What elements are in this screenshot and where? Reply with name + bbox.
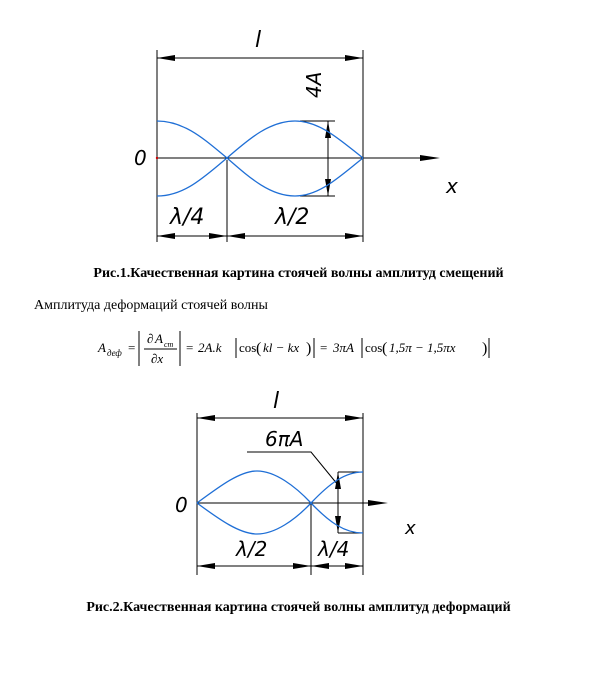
fig2-length-arrow-right xyxy=(345,415,363,421)
fig1-x-label: x xyxy=(446,174,458,198)
fig2-segment-right-label: λ/4 xyxy=(318,537,350,561)
fig2-seg-arrow-1 xyxy=(197,563,215,569)
formula-equals-1: = xyxy=(128,340,136,355)
formula-denominator: ∂x xyxy=(151,351,164,366)
fig2-origin-label: 0 xyxy=(175,493,188,517)
fig2-seg-arrow-4 xyxy=(345,563,363,569)
formula-lhs-subscript: деф xyxy=(107,348,122,358)
body-paragraph: Амплитуда деформаций стоячей волны xyxy=(34,298,268,313)
formula-paren-2-close: ) xyxy=(482,340,488,357)
formula-term3: 3πA xyxy=(333,340,354,355)
formula-equals-2: = xyxy=(186,340,194,355)
fig1-origin-label: 0 xyxy=(134,146,147,170)
figure-2-caption: Рис.2.Качественная картина стоячей волны амплитуд деформаций xyxy=(86,600,511,615)
fig1-segment-right-label: λ/2 xyxy=(275,205,310,230)
fig2-seg-arrow-2 xyxy=(293,563,311,569)
fig2-amplitude-label: 6πA xyxy=(265,427,304,451)
formula-term2: 2A.k xyxy=(198,340,222,355)
fig2-x-axis-arrow xyxy=(368,500,388,506)
fig1-segment-left-label: λ/4 xyxy=(170,205,205,230)
fig2-length-label: l xyxy=(273,389,280,414)
formula-num-sub: cm xyxy=(164,340,174,349)
formula-equals-3: = xyxy=(320,340,328,355)
formula-num-d: ∂ xyxy=(147,331,154,346)
formula-paren-2-open: ( xyxy=(382,340,388,357)
fig1-amplitude-label: 4A xyxy=(302,71,326,98)
formula-arg2: 1,5π − 1,5πx xyxy=(389,340,456,355)
formula-cos-1: cos xyxy=(239,340,257,355)
fig1-length-label: l xyxy=(255,28,262,53)
formula-arg1: kl − kx xyxy=(263,340,300,355)
fig2-amplitude-leader xyxy=(247,452,338,485)
formula-paren-1-close: ) xyxy=(306,340,312,357)
formula-paren-1-open: ( xyxy=(256,340,262,357)
fig2-length-arrow-left xyxy=(197,415,215,421)
formula-num-a: A xyxy=(155,331,163,346)
formula-lhs: A xyxy=(98,340,106,355)
fig2-seg-arrow-3 xyxy=(311,563,329,569)
fig2-segment-left-label: λ/2 xyxy=(236,537,268,561)
formula-cos-2: cos xyxy=(365,340,383,355)
figure-1-caption: Рис.1.Качественная картина стоячей волны амплитуд смещений xyxy=(93,266,504,281)
fig2-x-label: x xyxy=(405,518,416,539)
